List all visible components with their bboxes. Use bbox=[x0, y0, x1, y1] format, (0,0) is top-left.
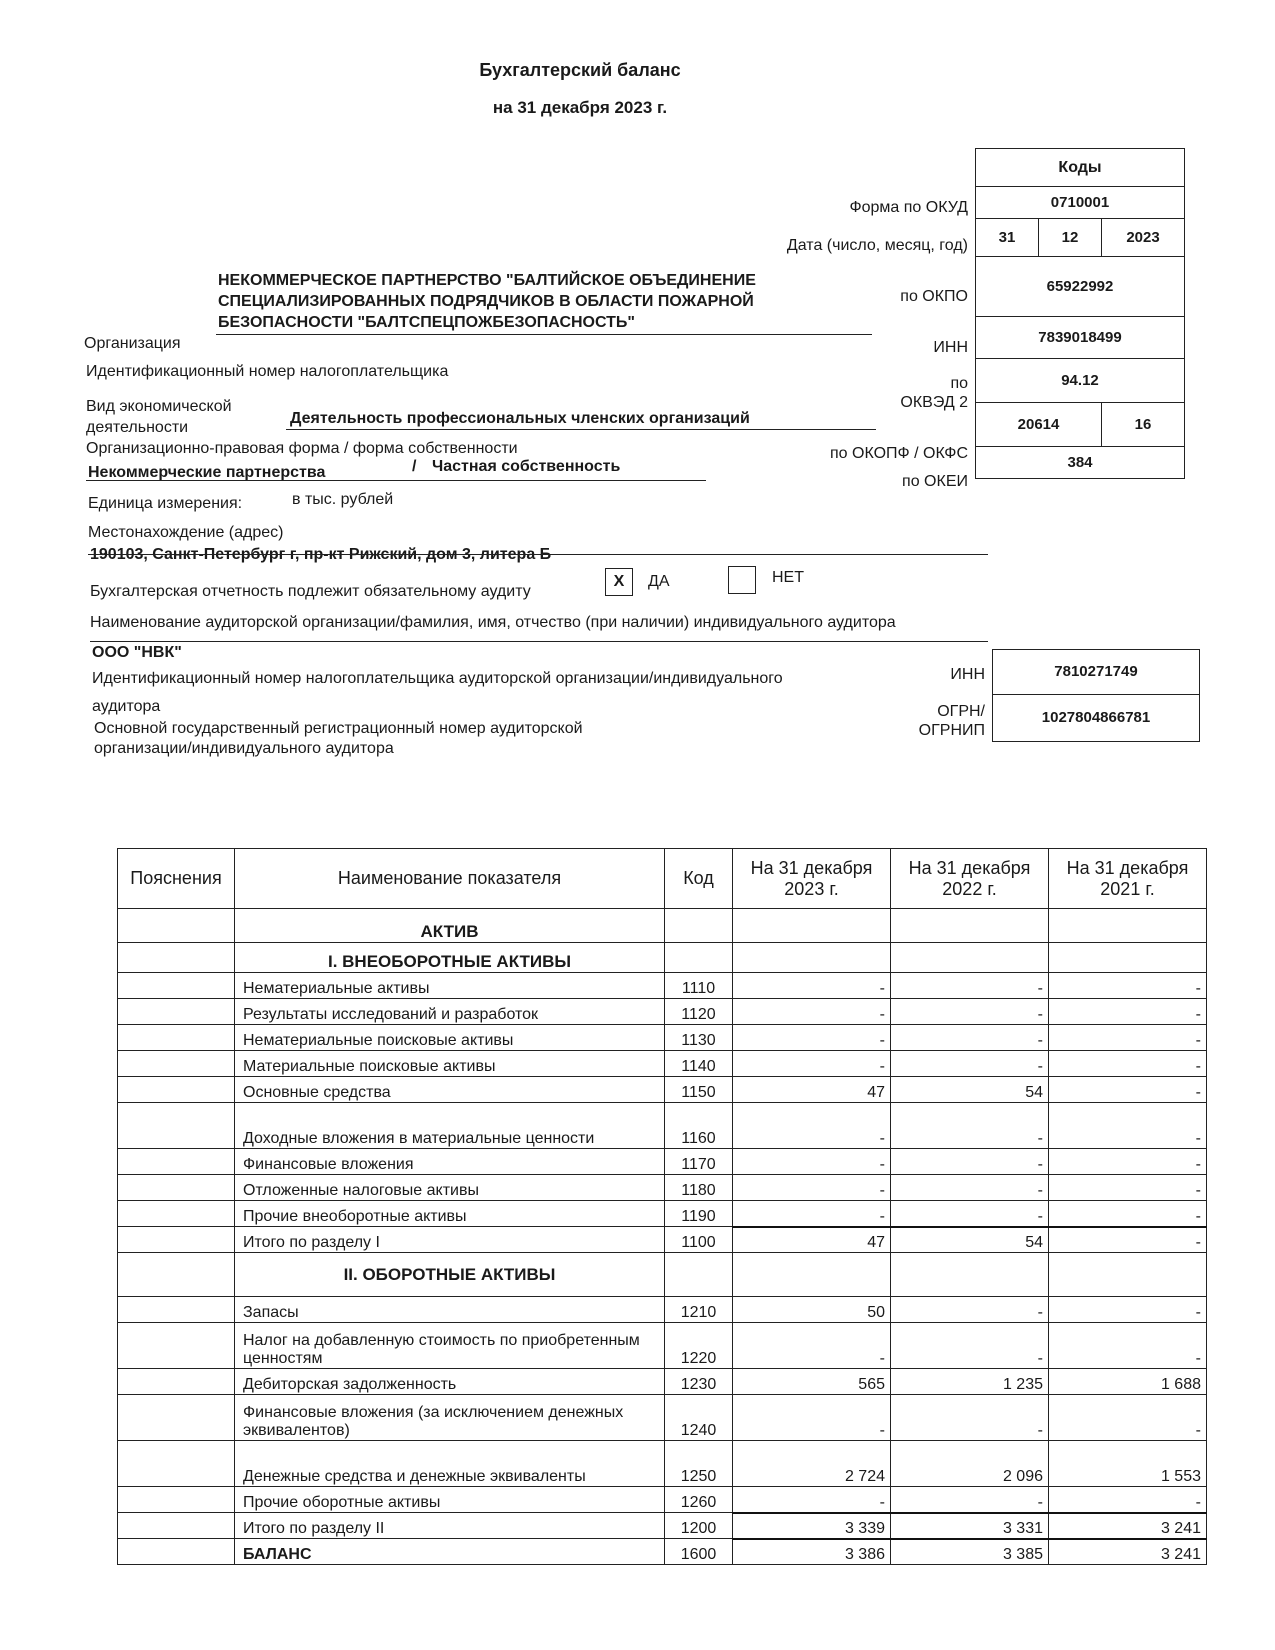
audit-no-checkbox[interactable] bbox=[728, 566, 756, 594]
row-name: Прочие внеоборотные активы bbox=[235, 1201, 665, 1227]
row-notes bbox=[118, 1175, 235, 1201]
row-notes bbox=[118, 999, 235, 1025]
row-notes bbox=[118, 1513, 235, 1539]
date-day: 31 bbox=[976, 219, 1039, 257]
header-code: Код bbox=[665, 849, 733, 909]
section-1-rows bbox=[118, 973, 1207, 1253]
table-row bbox=[118, 1025, 1207, 1051]
address-value: 190103, Санкт-Петербург г, пр-кт Рижский, дом 3, литера Б bbox=[90, 546, 552, 563]
table-row bbox=[118, 1441, 1207, 1487]
table-row bbox=[118, 1395, 1207, 1441]
row-code: 1120 bbox=[665, 999, 733, 1025]
row-value-2022: 2 096 bbox=[891, 1441, 1049, 1487]
row-name: Денежные средства и денежные эквиваленты bbox=[235, 1441, 665, 1487]
legal-form-label: Организационно-правовая форма / форма собственности bbox=[86, 440, 518, 457]
row-notes bbox=[118, 1487, 235, 1513]
row-name: Нематериальные активы bbox=[235, 973, 665, 999]
row-value-2023: 3 386 bbox=[733, 1539, 891, 1565]
table-row bbox=[118, 1051, 1207, 1077]
row-value-2021: - bbox=[1049, 1175, 1207, 1201]
row-code: 1240 bbox=[665, 1395, 733, 1441]
row-notes bbox=[118, 1227, 235, 1253]
row-value-2023: 47 bbox=[733, 1227, 891, 1253]
row-name: Материальные поисковые активы bbox=[235, 1051, 665, 1077]
row-name: БАЛАНС bbox=[235, 1539, 665, 1565]
table-row bbox=[118, 973, 1207, 999]
row-notes bbox=[118, 1539, 235, 1565]
row-value-2021: - bbox=[1049, 1487, 1207, 1513]
okved-code: 94.12 bbox=[976, 359, 1185, 403]
row-notes bbox=[118, 1323, 235, 1369]
section-1-title: I. ВНЕОБОРОТНЫЕ АКТИВЫ bbox=[235, 943, 665, 973]
auditor-ogrn-code-label-1: ОГРН/ bbox=[937, 703, 985, 720]
row-code: 1190 bbox=[665, 1201, 733, 1227]
row-value-2023: 3 339 bbox=[733, 1513, 891, 1539]
row-code: 1180 bbox=[665, 1175, 733, 1201]
section-2-row bbox=[118, 1253, 1207, 1297]
row-value-2023: - bbox=[733, 1487, 891, 1513]
row-value-2021: - bbox=[1049, 1227, 1207, 1253]
audit-label: Бухгалтерская отчетность подлежит обязательному аудиту bbox=[90, 583, 531, 600]
row-value-2021: 3 241 bbox=[1049, 1539, 1207, 1565]
row-name: Финансовые вложения (за исключением денежных эквивалентов) bbox=[235, 1395, 665, 1441]
row-name: Финансовые вложения bbox=[235, 1149, 665, 1175]
row-code: 1250 bbox=[665, 1441, 733, 1487]
row-code: 1210 bbox=[665, 1297, 733, 1323]
date-year: 2023 bbox=[1102, 219, 1185, 257]
row-value-2021: - bbox=[1049, 1051, 1207, 1077]
auditor-inn-box: 7810271749 bbox=[992, 649, 1200, 695]
date-month: 12 bbox=[1039, 219, 1102, 257]
row-value-2022: - bbox=[891, 1297, 1049, 1323]
row-name: Прочие оборотные активы bbox=[235, 1487, 665, 1513]
row-value-2022: 54 bbox=[891, 1077, 1049, 1103]
row-value-2023: - bbox=[733, 1395, 891, 1441]
table-row bbox=[118, 1149, 1207, 1175]
row-notes bbox=[118, 1051, 235, 1077]
section-2-title: II. ОБОРОТНЫЕ АКТИВЫ bbox=[235, 1253, 665, 1297]
table-row bbox=[118, 1077, 1207, 1103]
row-code: 1100 bbox=[665, 1227, 733, 1253]
table-row bbox=[118, 1323, 1207, 1369]
inn-label: ИНН bbox=[933, 339, 968, 356]
row-code: 1260 bbox=[665, 1487, 733, 1513]
okpo-label: по ОКПО bbox=[900, 288, 968, 305]
document-date: на 31 декабря 2023 г. bbox=[492, 98, 668, 117]
balance-table bbox=[117, 848, 1207, 1565]
row-value-2021: - bbox=[1049, 1395, 1207, 1441]
okopf-code: 20614 bbox=[976, 403, 1102, 447]
row-value-2021: - bbox=[1049, 1323, 1207, 1369]
auditor-ogrn-code-label-2: ОГРНИП bbox=[918, 722, 985, 739]
header-notes: Пояснения bbox=[118, 849, 235, 909]
activity-value: Деятельность профессиональных членских организаций bbox=[290, 410, 750, 427]
header-2021: На 31 декабря 2021 г. bbox=[1049, 849, 1207, 909]
table-row bbox=[118, 1513, 1207, 1539]
auditor-inn-label-1: Идентификационный номер налогоплательщика аудиторской организации/индивидуального bbox=[92, 670, 783, 687]
row-name: Основные средства bbox=[235, 1077, 665, 1103]
row-value-2023: 2 724 bbox=[733, 1441, 891, 1487]
row-value-2023: 50 bbox=[733, 1297, 891, 1323]
auditor-ogrn-label-1: Основной государственный регистрационный номер аудиторской bbox=[94, 720, 583, 737]
row-value-2023: - bbox=[733, 1103, 891, 1149]
row-code: 1200 bbox=[665, 1513, 733, 1539]
table-row bbox=[118, 1487, 1207, 1513]
row-name: Итого по разделу II bbox=[235, 1513, 665, 1539]
okei-label: по ОКЕИ bbox=[902, 473, 968, 490]
row-code: 1230 bbox=[665, 1369, 733, 1395]
unit-value: в тыс. рублей bbox=[292, 491, 394, 508]
row-code: 1110 bbox=[665, 973, 733, 999]
row-name: Отложенные налоговые активы bbox=[235, 1175, 665, 1201]
row-name: Доходные вложения в материальные ценности bbox=[235, 1103, 665, 1149]
header-name: Наименование показателя bbox=[235, 849, 665, 909]
section-active: АКТИВ bbox=[235, 909, 665, 943]
okpo-code: 65922992 bbox=[976, 257, 1185, 317]
row-notes bbox=[118, 1025, 235, 1051]
row-code: 1130 bbox=[665, 1025, 733, 1051]
audit-no-label: НЕТ bbox=[772, 569, 804, 586]
row-value-2023: 47 bbox=[733, 1077, 891, 1103]
legal-form-value: Некоммерческие партнерства bbox=[88, 464, 326, 481]
row-value-2022: 3 385 bbox=[891, 1539, 1049, 1565]
inn-code: 7839018499 bbox=[976, 317, 1185, 359]
row-notes bbox=[118, 1297, 235, 1323]
row-value-2022: 3 331 bbox=[891, 1513, 1049, 1539]
row-value-2023: - bbox=[733, 1025, 891, 1051]
activity-label-1: Вид экономической bbox=[86, 398, 232, 415]
row-value-2022: - bbox=[891, 973, 1049, 999]
section-1-row bbox=[118, 943, 1207, 973]
row-name: Запасы bbox=[235, 1297, 665, 1323]
okei-code: 384 bbox=[976, 447, 1185, 479]
codes-header: Коды bbox=[976, 149, 1185, 187]
row-value-2022: - bbox=[891, 999, 1049, 1025]
row-value-2021: 1 553 bbox=[1049, 1441, 1207, 1487]
okfs-code: 16 bbox=[1102, 403, 1185, 447]
document-title: Бухгалтерский баланс bbox=[479, 60, 681, 80]
section-active-row bbox=[118, 909, 1207, 943]
row-value-2022: - bbox=[891, 1175, 1049, 1201]
row-notes bbox=[118, 1395, 235, 1441]
okopf-label: по ОКОПФ / ОКФС bbox=[830, 445, 968, 462]
legal-form-underline bbox=[86, 480, 706, 481]
row-value-2022: - bbox=[891, 1051, 1049, 1077]
row-value-2023: - bbox=[733, 973, 891, 999]
row-value-2022: - bbox=[891, 1323, 1049, 1369]
row-value-2021: - bbox=[1049, 1077, 1207, 1103]
org-name-line-3: БЕЗОПАСНОСТИ "БАЛТСПЕЦПОЖБЕЗОПАСНОСТЬ" bbox=[218, 314, 636, 331]
row-notes bbox=[118, 1441, 235, 1487]
row-notes bbox=[118, 1149, 235, 1175]
row-value-2021: 1 688 bbox=[1049, 1369, 1207, 1395]
table-row bbox=[118, 999, 1207, 1025]
auditor-name-underline bbox=[90, 641, 988, 642]
row-notes bbox=[118, 1077, 235, 1103]
row-notes bbox=[118, 1201, 235, 1227]
row-code: 1600 bbox=[665, 1539, 733, 1565]
row-value-2022: - bbox=[891, 1395, 1049, 1441]
row-code: 1140 bbox=[665, 1051, 733, 1077]
table-row bbox=[118, 1539, 1207, 1565]
audit-yes-checkbox[interactable]: X bbox=[605, 568, 633, 596]
taxpayer-id-label: Идентификационный номер налогоплательщика bbox=[86, 363, 449, 380]
auditor-ogrn-label-2: организации/индивидуального аудитора bbox=[94, 740, 394, 757]
ownership-value: Частная собственность bbox=[432, 458, 621, 475]
table-row bbox=[118, 1175, 1207, 1201]
table-row bbox=[118, 1227, 1207, 1253]
row-value-2021: - bbox=[1049, 1297, 1207, 1323]
table-row bbox=[118, 1297, 1207, 1323]
okved-label-2: ОКВЭД 2 bbox=[900, 394, 968, 411]
row-name: Налог на добавленную стоимость по приобретенным ценностям bbox=[235, 1323, 665, 1369]
header-2023: На 31 декабря 2023 г. bbox=[733, 849, 891, 909]
table-header-row bbox=[118, 849, 1207, 909]
org-name-line-1: НЕКОММЕРЧЕСКОЕ ПАРТНЕРСТВО "БАЛТИЙСКОЕ ОБЪЕДИНЕНИЕ bbox=[218, 272, 756, 289]
row-notes bbox=[118, 1369, 235, 1395]
table-row bbox=[118, 1369, 1207, 1395]
section-2-rows bbox=[118, 1297, 1207, 1565]
okud-code: 0710001 bbox=[976, 187, 1185, 219]
okud-label: Форма по ОКУД bbox=[849, 199, 968, 216]
row-value-2023: - bbox=[733, 1149, 891, 1175]
row-value-2022: - bbox=[891, 1103, 1049, 1149]
row-value-2021: - bbox=[1049, 999, 1207, 1025]
auditor-name-label: Наименование аудиторской организации/фамилия, имя, отчество (при наличии) индивидуального аудитора bbox=[90, 614, 896, 631]
row-notes bbox=[118, 1103, 235, 1149]
auditor-inn-code-label: ИНН bbox=[950, 666, 985, 683]
address-underline bbox=[88, 554, 988, 555]
row-value-2021: - bbox=[1049, 973, 1207, 999]
okved-label-1: по bbox=[950, 375, 968, 392]
activity-label-2: деятельности bbox=[86, 419, 189, 436]
row-name: Нематериальные поисковые активы bbox=[235, 1025, 665, 1051]
row-name: Итого по разделу I bbox=[235, 1227, 665, 1253]
row-value-2022: - bbox=[891, 1487, 1049, 1513]
codes-table bbox=[975, 148, 1185, 479]
row-value-2023: - bbox=[733, 1175, 891, 1201]
row-value-2023: - bbox=[733, 1201, 891, 1227]
row-value-2022: - bbox=[891, 1201, 1049, 1227]
auditor-inn-label-2: аудитора bbox=[92, 698, 161, 715]
organization-label: Организация bbox=[84, 335, 181, 352]
auditor-ogrn-box: 1027804866781 bbox=[992, 694, 1200, 742]
row-value-2021: - bbox=[1049, 1103, 1207, 1149]
row-value-2022: - bbox=[891, 1149, 1049, 1175]
legal-form-slash: / bbox=[412, 458, 417, 475]
row-code: 1170 bbox=[665, 1149, 733, 1175]
row-value-2023: - bbox=[733, 1051, 891, 1077]
audit-yes-label: ДА bbox=[648, 573, 670, 590]
org-name-underline bbox=[216, 334, 872, 335]
row-notes bbox=[118, 973, 235, 999]
row-value-2022: - bbox=[891, 1025, 1049, 1051]
header-2022: На 31 декабря 2022 г. bbox=[891, 849, 1049, 909]
row-name: Результаты исследований и разработок bbox=[235, 999, 665, 1025]
row-name: Дебиторская задолженность bbox=[235, 1369, 665, 1395]
date-label: Дата (число, месяц, год) bbox=[786, 237, 968, 254]
row-code: 1220 bbox=[665, 1323, 733, 1369]
table-row bbox=[118, 1103, 1207, 1149]
table-row bbox=[118, 1201, 1207, 1227]
row-value-2023: 565 bbox=[733, 1369, 891, 1395]
row-value-2021: - bbox=[1049, 1201, 1207, 1227]
location-label: Местонахождение (адрес) bbox=[88, 524, 284, 541]
org-name-line-2: СПЕЦИАЛИЗИРОВАННЫХ ПОДРЯДЧИКОВ В ОБЛАСТИ ПОЖАРНОЙ bbox=[218, 293, 754, 310]
row-code: 1160 bbox=[665, 1103, 733, 1149]
row-value-2021: - bbox=[1049, 1149, 1207, 1175]
row-value-2021: 3 241 bbox=[1049, 1513, 1207, 1539]
row-value-2022: 54 bbox=[891, 1227, 1049, 1253]
row-value-2022: 1 235 bbox=[891, 1369, 1049, 1395]
unit-label: Единица измерения: bbox=[88, 495, 243, 512]
row-code: 1150 bbox=[665, 1077, 733, 1103]
auditor-name-value: ООО "НВК" bbox=[92, 644, 182, 661]
row-value-2023: - bbox=[733, 999, 891, 1025]
row-value-2021: - bbox=[1049, 1025, 1207, 1051]
row-value-2023: - bbox=[733, 1323, 891, 1369]
activity-underline bbox=[286, 429, 876, 430]
